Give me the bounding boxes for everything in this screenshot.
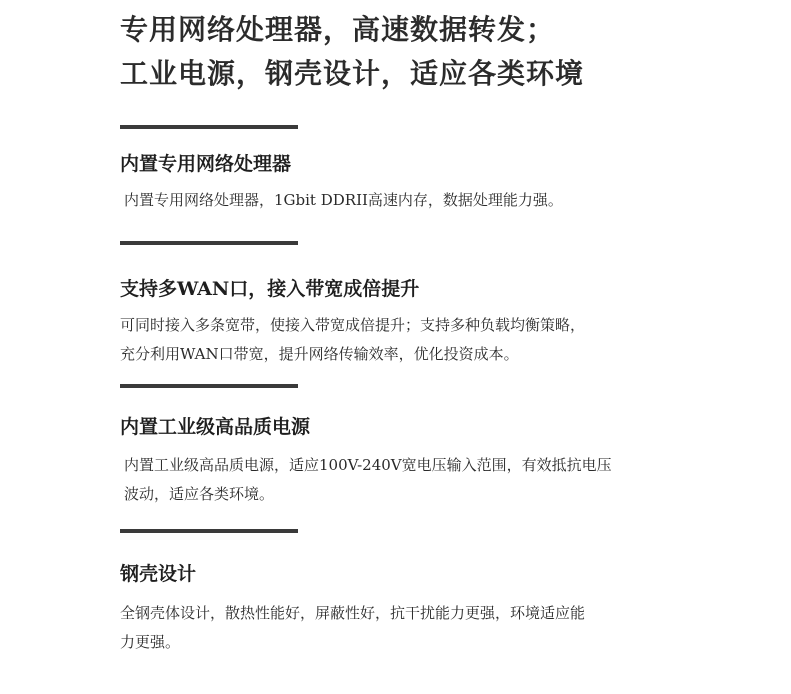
section-body bbox=[120, 599, 720, 657]
section-title: 内置工业级高品质电源 bbox=[120, 416, 311, 438]
section-divider bbox=[120, 384, 298, 388]
section-body bbox=[120, 451, 720, 509]
section-body-line: 可同时接入多条宽带，使接入带宽成倍提升；支持多种负载均衡策略， bbox=[120, 316, 586, 334]
section-divider bbox=[120, 529, 298, 533]
section-divider bbox=[120, 125, 298, 129]
section-body bbox=[120, 311, 720, 369]
section-title: 钢壳设计 bbox=[120, 563, 197, 585]
section-body-line: 波动，适应各类环境。 bbox=[124, 485, 275, 503]
section-title: 内置专用网络处理器 bbox=[120, 153, 292, 175]
section-body-line: 力更强。 bbox=[120, 633, 181, 651]
section-body-line: 内置专用网络处理器，1Gbit DDRII高速内存，数据处理能力强。 bbox=[124, 191, 563, 209]
headline-line-2: 工业电源，钢壳设计，适应各类环境 bbox=[120, 57, 585, 90]
section-body bbox=[120, 186, 720, 215]
headline bbox=[120, 8, 584, 96]
section-body-line: 充分利用WAN口带宽，提升网络传输效率，优化投资成本。 bbox=[120, 345, 519, 363]
feature-section-multi-wan bbox=[120, 241, 720, 369]
section-title: 支持多WAN口，接入带宽成倍提升 bbox=[120, 278, 420, 300]
section-body-line: 全钢壳体设计，散热性能好，屏蔽性好，抗干扰能力更强，环境适应能 bbox=[120, 604, 586, 622]
feature-section-network-processor bbox=[120, 125, 720, 215]
section-divider bbox=[120, 241, 298, 245]
feature-section-industrial-power bbox=[120, 384, 720, 509]
feature-section-steel-case bbox=[120, 529, 720, 657]
headline-line-1: 专用网络处理器，高速数据转发； bbox=[120, 13, 556, 46]
section-body-line: 内置工业级高品质电源，适应100V-240V宽电压输入范围，有效抵抗电压 bbox=[124, 456, 612, 474]
